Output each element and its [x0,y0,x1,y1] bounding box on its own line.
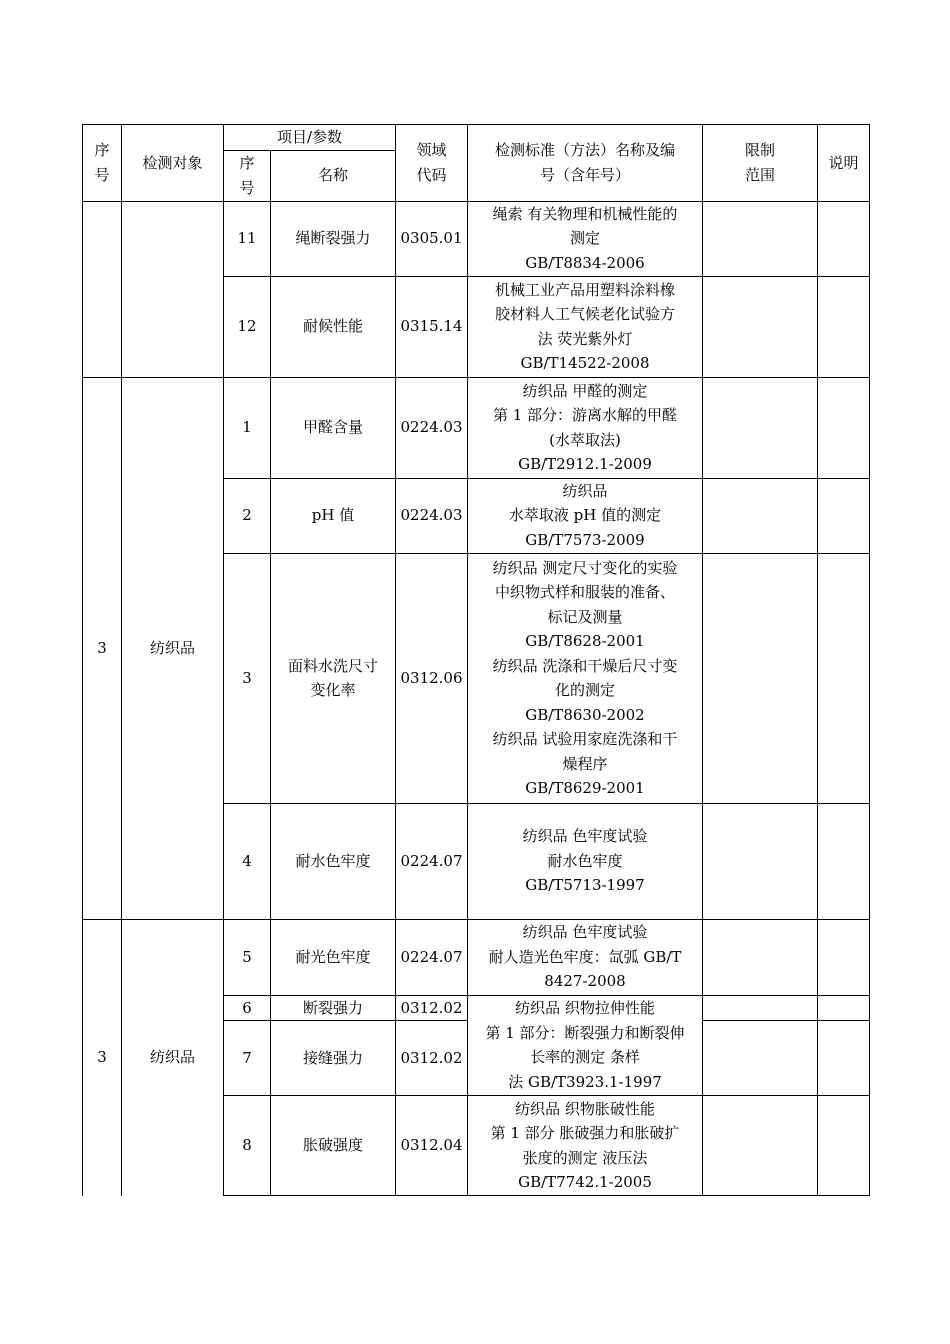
limit-cell [703,1096,818,1196]
item-name: 面料水洗尺寸 变化率 [271,553,396,803]
group-object: 纺织品 [122,377,224,919]
standard-text: 纺织品 织物拉伸性能 第 1 部分：断裂强力和断裂伸 长率的测定 条样 法 GB/T3923.1-1997 [468,995,703,1096]
domain-code: 0224.07 [396,919,468,995]
group-seq: 3 [83,377,122,919]
item-name: 耐水色牢度 [271,803,396,919]
item-no: 6 [224,995,271,1021]
limit-cell [703,1021,818,1096]
item-no: 1 [224,377,271,478]
limit-cell [703,478,818,553]
group-object: 纺织品 [122,919,224,1196]
standard-text: 纺织品 甲醛的测定 第 1 部分：游离水解的甲醛 (水萃取法) GB/T2912.1-2009 [468,377,703,478]
note-cell [818,1096,870,1196]
header-limit: 限制 范围 [703,125,818,202]
standard-text: 纺织品 色牢度试验 耐人造光色牢度：氙弧 GB/T 8427-2008 [468,919,703,995]
note-cell [818,995,870,1021]
limit-cell [703,377,818,478]
header-item-param: 项目/参数 [224,125,396,151]
item-no: 8 [224,1096,271,1196]
header-standard: 检测标准（方法）名称及编 号（含年号） [468,125,703,202]
domain-code: 0312.04 [396,1096,468,1196]
domain-code: 0224.03 [396,478,468,553]
domain-code: 0312.02 [396,995,468,1021]
note-cell [818,478,870,553]
note-cell [818,276,870,377]
domain-code: 0305.01 [396,201,468,276]
item-no: 5 [224,919,271,995]
seq-cell-empty [83,201,122,377]
limit-cell [703,919,818,995]
standard-text: 绳索 有关物理和机械性能的 测定 GB/T8834-2006 [468,201,703,276]
limit-cell [703,276,818,377]
domain-code: 0312.06 [396,553,468,803]
item-no: 7 [224,1021,271,1096]
domain-code: 0224.03 [396,377,468,478]
limit-cell [703,553,818,803]
header-object: 检测对象 [122,125,224,202]
header-item-seq: 序 号 [224,150,271,201]
header-seq: 序 号 [83,125,122,202]
standards-table [82,124,870,1196]
item-no: 3 [224,553,271,803]
limit-cell [703,201,818,276]
item-no: 11 [224,201,271,276]
item-name: 绳断裂强力 [271,201,396,276]
domain-code: 0315.14 [396,276,468,377]
note-cell [818,377,870,478]
domain-code: 0312.02 [396,1021,468,1096]
standard-text: 机械工业产品用塑料涂料橡 胶材料人工气候老化试验方 法 荧光紫外灯 GB/T14522-2008 [468,276,703,377]
item-no: 4 [224,803,271,919]
standard-text: 纺织品 测定尺寸变化的实验 中织物式样和服装的准备、 标记及测量 GB/T8628-2001 纺织品 洗涤和干燥后尺寸变 化的测定 GB/T8630-2002 纺织品 试验用家庭洗涤和干 燥程序 GB/T8629-2001 [468,553,703,803]
limit-cell [703,803,818,919]
standard-text: 纺织品 水萃取液 pH 值的测定 GB/T7573-2009 [468,478,703,553]
limit-cell [703,995,818,1021]
note-cell [818,201,870,276]
note-cell [818,1021,870,1096]
group-seq: 3 [83,919,122,1196]
object-cell-empty [122,201,224,377]
item-name: 胀破强度 [271,1096,396,1196]
standard-text: 纺织品 色牢度试验 耐水色牢度 GB/T5713-1997 [468,803,703,919]
note-cell [818,919,870,995]
item-name: 接缝强力 [271,1021,396,1096]
item-name: 耐光色牢度 [271,919,396,995]
item-name: 耐候性能 [271,276,396,377]
item-no: 12 [224,276,271,377]
item-no: 2 [224,478,271,553]
header-note: 说明 [818,125,870,202]
item-name: 断裂强力 [271,995,396,1021]
note-cell [818,803,870,919]
item-name: pH 值 [271,478,396,553]
note-cell [818,553,870,803]
item-name: 甲醛含量 [271,377,396,478]
standard-text: 纺织品 织物胀破性能 第 1 部分 胀破强力和胀破扩 张度的测定 液压法 GB/T7742.1-2005 [468,1096,703,1196]
header-item-name: 名称 [271,150,396,201]
header-domain-code: 领域 代码 [396,125,468,202]
domain-code: 0224.07 [396,803,468,919]
